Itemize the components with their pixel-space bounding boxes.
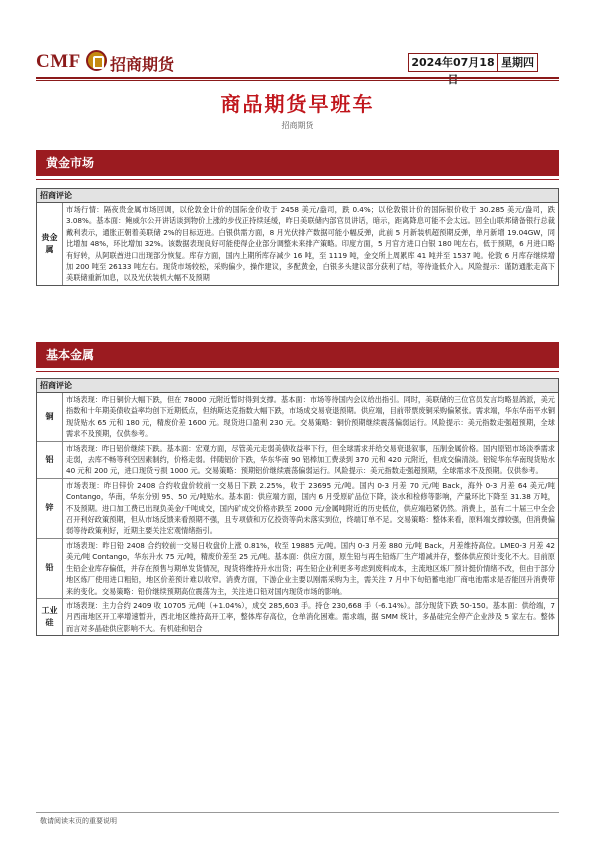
row-label: 铝	[37, 442, 63, 478]
page-subtitle: 招商期货	[281, 121, 314, 130]
table-row	[37, 442, 558, 479]
base-metals-comment-table	[36, 378, 559, 636]
row-label: 铅	[37, 539, 63, 598]
table-header: 招商评论	[37, 379, 558, 393]
row-label: 锌	[37, 479, 63, 538]
date-box	[408, 53, 538, 72]
report-header	[36, 47, 559, 79]
company-logo-text: CMF	[36, 51, 81, 72]
row-text: 市场表现：昨日铝价继续下跌。基本面：宏观方面，尽管美元走弱美债收益率下行，但全球需求并给交易衰退叙事，压制金属价格。国内原铝市场淡季需求走弱，去库不畅等利空因素制约，价格走弱。伴随铝价下跌，华东华南 90 铝棒加工费录到 370 元和 420 元附近，但成交偏清淡。铝锭华东华南现货贴水 40 元和 200 元，进口现货亏损 1000 元。交易策略：预期铝价继续震荡偏弱运行。风险提示：美元指数走强超预期，全球需求不及预期。仅供参考。	[66, 443, 555, 476]
table-row	[37, 599, 558, 635]
row-text: 市场表现：主力合约 2409 收 10705 元/吨（+1.04%），成交 285,603 手。持仓 230,668 手（-6.14%）。部分现货下跌 50-150。基本面：供给端，7 月西南地区开工率增速暂升，西北地区维持高开工率，整体库存高位，仓单消化困难。需求端，据 SMM 统计，多晶硅完全停产企业涉及 5 家左右。整体而言对多晶硅供应影响不大。有机硅和铝合	[66, 600, 555, 633]
gold-comment-table	[36, 188, 559, 286]
report-date: 2024年07月18	[409, 54, 498, 71]
row-text: 市场表现：昨日铅 2408 合约较前一交易日收盘价上涨 0.81%，收至 19885 元/吨。国内 0-3 月差 880 元/吨 Back，月差维持高位。LME0-3 月差 42 美元/吨 Contango，华东升水 75 元/吨，精废价差至 25 元/吨。基本面：供应方面，原生铅与再生铅炼厂生产增减并存，整体供应预计变化不大。目前原生铅企业库存偏低，并存在预售与期单发货情况，现货将维持升水出货；再生铅企业利更多考虑到废料成本，主流地区炼厂预计挺价情绪不改，但由于部分地区炼厂使用进口粗铅，地区价差预计难以收窄。消费方面，下游企业主要以刚需采购为主，需关注 7 月中下旬铅蓄电池厂商电池需求是否能回升消费带来的变化。交易策略：铅价继续预期高位震荡为主，关注进口铅对国内现货市场的影响。	[66, 540, 555, 596]
row-text: 市场行情：隔夜贵金属市场回调，以伦敦金计价的国际金价收于 2458 美元/盎司，跌 0.4%；以伦敦银计价的国际银价收于 30.285 美元/盎司，跌 3.08%。基本面：鲍威尔公开讲话谈到物价上涨的步伐正持续延缓，昨日美联储内部官员讲话，暗示，距离降息可能不会太远。回全山联邦储备银行总裁戴利表示，通胀正朝着美联储 2%的目标迈进。白银供需方面，8 月光伏排产数据可能小幅反弹，此前 5 月新装机超预期反弹，单月新增 19.04GW，同比增加 48%，环比增加 32%。该数据表现良好可能使得企业部分调整未来排产策略。印度方面，5 月官方进口白银 180 吨左右，低于预期，6 月进口略有好转，从阿联酋进口出现部分恢复。库存方面，国内上期所库存减少 16 吨，至 1119 吨，金交所上周累库 41 吨并至 1537 吨。伦敦 6 月库存继续增加 200 吨至 26133 吨左右。现货市场较松，采购偏少，操作建议，多配黄金，白银多头建议部分获利了结，等待逢低介入。风险提示：谨防通胀走高下美联储重新加息，以及光伏装机大幅不及预期	[66, 205, 555, 283]
section-rule-gold	[36, 179, 559, 180]
row-label: 贵金属	[37, 203, 63, 285]
row-text: 市场表现：昨日铜价大幅下跌，但在 78000 元附近暂时得到支撑。基本面：市场等待国内会议给出指引。同时，美联储的三位官员发言均略显鸽派，美元指数和十年期美债收益率均创下近期低点，但纳斯达克指数大幅下跌，市场成交易衰退预期。供应端，目前带票废铜采购偏紧张。需求端，华东华南平水铜现货贴水 65 元和 180 元，精废价差 1600 元。现货进口盈利 230 元。交易策略：铜价预期继续震荡偏弱运行。风险提示：美元指数走强超预期，全球需求不及预期，仅供参考。	[66, 395, 555, 439]
section-title-gold: 黄金市场	[36, 150, 559, 176]
header-rule-thin	[36, 80, 559, 81]
footer-rule	[36, 812, 559, 813]
section-title-base-metals: 基本金属	[36, 342, 559, 368]
header-rule	[36, 77, 559, 79]
report-weekday: 星期四	[501, 56, 534, 69]
footer-note: 敬请阅读末页的重要说明	[40, 817, 117, 825]
table-row	[37, 479, 558, 539]
table-row	[37, 393, 558, 442]
page-title: 商品期货早班车	[220, 92, 375, 116]
section-rule-base-metals	[36, 371, 559, 372]
company-name: 招商期货	[110, 55, 175, 74]
table-header: 招商评论	[37, 189, 558, 203]
row-label: 工业硅	[37, 599, 63, 635]
row-label: 铜	[37, 393, 63, 441]
table-row	[37, 539, 558, 599]
table-row	[37, 203, 558, 285]
company-logo-icon	[86, 50, 107, 71]
row-text: 市场表现：昨日锌价 2408 合约收盘价较前一交易日下跌 2.25%，收于 23695 元/吨。国内 0-3 月差 70 元/吨 Back，海外 0-3 月差 64 美元/吨 Contango，华南，华东分别 95、50 元/吨贴水。基本面：供应端方面，国内 6 月受原矿品位下降，淡水和检修等影响，产量环比下降至 31.38 万吨，不及预期。进口加工费已出现负美金/千吨成交，国内矿成交价格亦跌至 2000 元/金属吨附近的历史低位，供应端趋紧仍然。消费上，虽有二十届三中全会召开利好政策预期，但从市场反馈来看预期不强，且专项债和万亿投资等尚未落实到位，终端订单不足。交易策略：整体来看，原料端支撑较强，但消费偏弱等待政策利好，近期主要关注宏观情绪指引。	[66, 480, 555, 536]
